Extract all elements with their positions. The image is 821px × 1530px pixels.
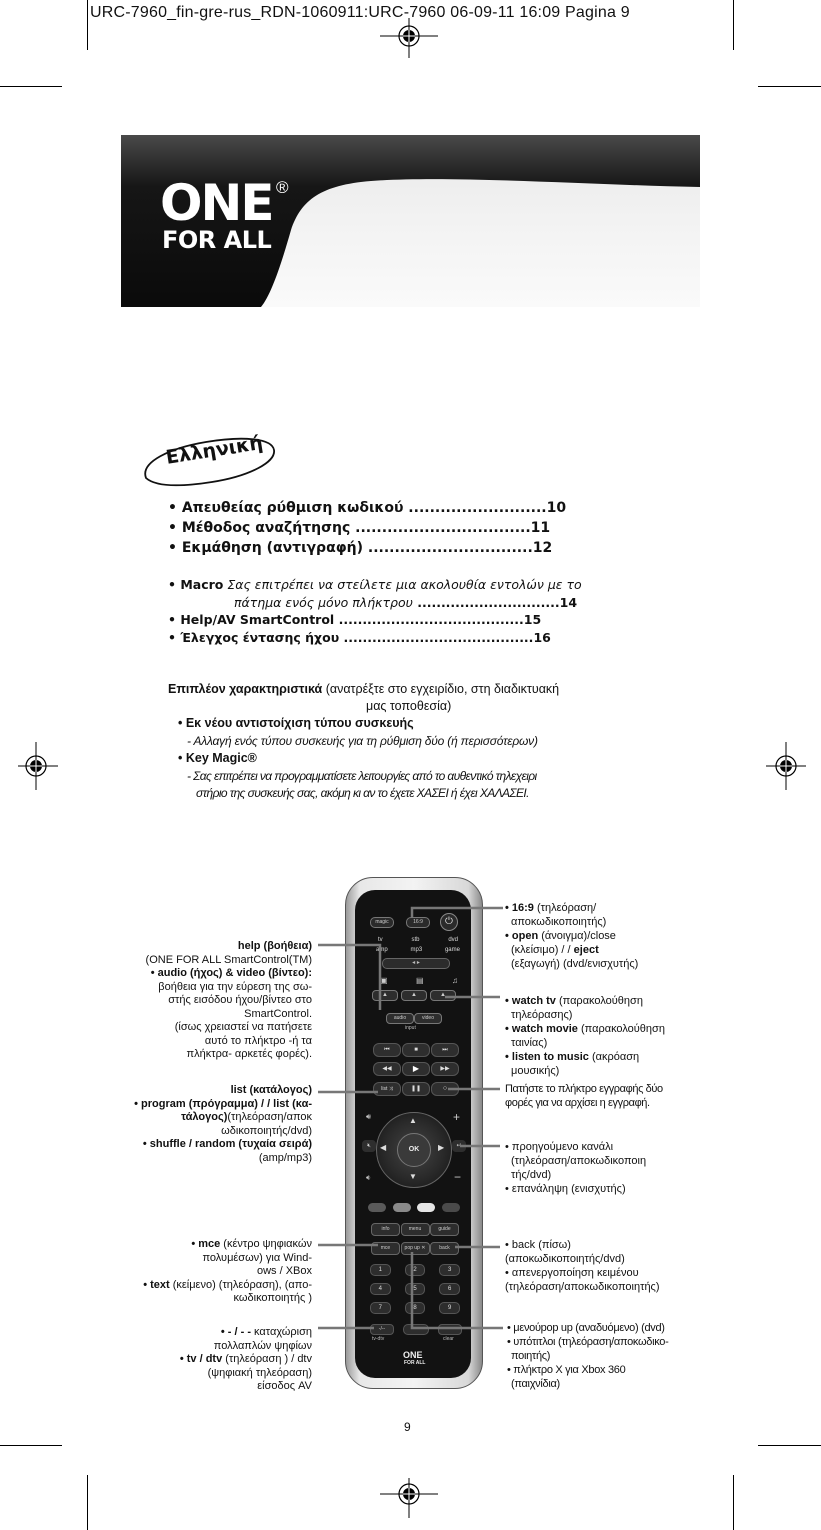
menu-line1: • μενούpop up (αναδυόμενο) (dvd) bbox=[507, 1322, 665, 1334]
dash-bold: • - / - - bbox=[220, 1326, 251, 1338]
music-line2: μουσικής) bbox=[511, 1065, 560, 1077]
watchtv-line1 bbox=[505, 994, 665, 1008]
listen-music-button[interactable]: ▲ bbox=[430, 990, 456, 1001]
tvdtv-bold: • tv / dtv bbox=[179, 1353, 223, 1365]
forward-button[interactable]: ▶▶ bbox=[431, 1062, 459, 1076]
music-line1 bbox=[505, 1050, 665, 1064]
back-line1: • back (πίσω) bbox=[505, 1239, 571, 1251]
rewind-button[interactable]: ◀◀ bbox=[373, 1062, 401, 1076]
key-3[interactable]: 3 bbox=[439, 1264, 460, 1276]
toc-label: • Μέθοδος αναζήτησης bbox=[168, 520, 351, 536]
info-label: info bbox=[381, 1226, 390, 1232]
tv-icon: ▤ bbox=[416, 976, 424, 985]
key-6[interactable]: 6 bbox=[439, 1283, 460, 1295]
volume-icon: 🔊︎ bbox=[366, 1112, 372, 1121]
device-stb[interactable]: stb bbox=[411, 937, 420, 943]
video-label: video bbox=[422, 1015, 434, 1021]
leader-help bbox=[318, 945, 380, 1010]
prev-track-button[interactable]: ⏮ bbox=[373, 1043, 401, 1057]
play-button[interactable]: ▶ bbox=[402, 1062, 430, 1076]
popup-label: pop up bbox=[404, 1245, 420, 1251]
device-amp[interactable]: amp bbox=[376, 947, 388, 953]
toc-page: 10 bbox=[546, 500, 567, 516]
mce-bold: • mce bbox=[191, 1238, 221, 1250]
logo-one: ONE bbox=[160, 174, 273, 232]
right-label-back bbox=[505, 1238, 660, 1294]
print-slug: URC-7960_fin-gre-rus_RDN-1060911:URC-7960 06-09-11 16:09 Pagina 9 bbox=[90, 4, 630, 21]
av-line4: (ίσως χρειαστεί να πατήσετε bbox=[174, 1021, 312, 1033]
toc-label: • Έλεγχος έντασης ήχου bbox=[168, 630, 340, 645]
r169-bold: • 16:9 bbox=[505, 902, 534, 914]
menu-line4: • πλήκτρο X για Xbox 360 bbox=[507, 1364, 626, 1376]
text-bold: • text bbox=[143, 1278, 170, 1291]
open-line2-text: (κλείσιμο) / / bbox=[511, 944, 574, 956]
music-rest: (ακρόαση bbox=[588, 1051, 640, 1063]
back-line4: (τηλεόραση/αποκωδικοποιητής) bbox=[505, 1281, 660, 1293]
left-label-dash bbox=[80, 1326, 312, 1394]
watchmovie-line1 bbox=[505, 1022, 665, 1036]
extra-note-cont: μας τοποθεσία) bbox=[366, 699, 452, 713]
right-label-prev bbox=[505, 1140, 646, 1196]
prev-line3: τής/dvd) bbox=[511, 1169, 552, 1181]
dash-label: -/-- bbox=[378, 1326, 386, 1332]
list-label: list bbox=[381, 1086, 388, 1092]
volume-down-icon[interactable]: 🔉︎ bbox=[366, 1173, 372, 1182]
shuffle-sub: (amp/mp3) bbox=[258, 1151, 312, 1164]
record-line2: φορές για να αρχίσει η εγγραφή. bbox=[505, 1097, 650, 1109]
guide-label: guide bbox=[438, 1226, 451, 1232]
key-9[interactable]: 9 bbox=[439, 1302, 460, 1314]
av-line2: στής εισόδου ήχου/βίντεο στο bbox=[168, 994, 312, 1006]
record-line1: Πατήστε το πλήκτρο εγγραφής δύο bbox=[505, 1083, 663, 1095]
dpad-up-icon[interactable]: ▲ bbox=[409, 1116, 417, 1125]
power-icon: ⏻ bbox=[445, 916, 453, 927]
left-label-mce bbox=[80, 1238, 312, 1306]
remote-brand-forall: FOR ALL bbox=[404, 1360, 426, 1366]
open-line1 bbox=[505, 929, 638, 943]
tvdtv-label: tv-dtv bbox=[372, 1336, 385, 1342]
shuffle-title: • shuffle / random (τυχαία σειρά) bbox=[142, 1138, 312, 1150]
extra-item-remap: • Εκ νέου αντιστοίχιση τύπου συσκευής bbox=[178, 716, 414, 730]
leader-popup bbox=[412, 1252, 503, 1328]
prev-line4: • επανάληψη (ενισχυτής) bbox=[505, 1183, 626, 1195]
list-shuffle-button[interactable]: list ⤨ bbox=[373, 1082, 401, 1096]
open-line3: (εξαγωγή) (dvd/ενισχυτής) bbox=[511, 958, 639, 970]
back-line3: • απενεργοποίηση κειμένου bbox=[505, 1267, 639, 1279]
prog-line3: ωδικοποιητής/dvd) bbox=[221, 1124, 312, 1137]
mce-line2: πολυμέσων) για Wind- bbox=[202, 1251, 312, 1264]
toc-dots: ................................. bbox=[350, 520, 531, 536]
toc-macro-desc: Σας επιτρέπει να στείλετε μια ακολουθία εντολών με το bbox=[223, 577, 582, 592]
watchtv-bold: • watch tv bbox=[505, 995, 556, 1007]
music-bold: • listen to music bbox=[505, 1051, 589, 1063]
text-line2: κωδικοποιητής ) bbox=[233, 1292, 312, 1304]
menu-line5: (παιχνίδια) bbox=[511, 1378, 560, 1390]
device-tv[interactable]: tv bbox=[378, 937, 383, 943]
extra-item-keymagic-desc2: στήριο της συσκευής σας, ακόμη κι αν το έχετε ΧΑΣΕΙ ή έχει ΧΑΛΑΣΕΙ. bbox=[196, 786, 529, 800]
toc-macro-label: • Macro bbox=[168, 577, 224, 592]
r169-rest: (τηλεόραση/ bbox=[533, 902, 597, 914]
menu-label: menu bbox=[408, 1226, 422, 1232]
key-8[interactable]: 8 bbox=[405, 1302, 426, 1314]
ratio-label: 16:9 bbox=[413, 919, 423, 925]
menu-line3: ποιητής) bbox=[511, 1350, 551, 1362]
key-7[interactable]: 7 bbox=[370, 1302, 391, 1314]
stop-button[interactable]: ■ bbox=[402, 1043, 430, 1057]
remote-brand-one: ONE bbox=[403, 1350, 423, 1360]
audio-label: audio bbox=[393, 1015, 407, 1021]
music-icon: ♫ bbox=[452, 976, 458, 985]
eject-bold: eject bbox=[573, 944, 599, 956]
mce-line1 bbox=[80, 1238, 312, 1252]
av-line3: SmartControl. bbox=[244, 1007, 312, 1020]
back-line2: (αποκωδικοποιητής/dvd) bbox=[505, 1253, 625, 1265]
next-track-button[interactable]: ⏭ bbox=[431, 1043, 459, 1057]
dpad-down-icon[interactable]: ▼ bbox=[409, 1172, 417, 1181]
clear-label: clear bbox=[443, 1336, 454, 1342]
toc-dots: ............................... bbox=[363, 540, 533, 556]
dash-line1 bbox=[80, 1326, 312, 1340]
pause-button[interactable]: ❚❚ bbox=[402, 1082, 430, 1096]
menu-line2: • υπότιτλοι (τηλεόραση/αποκωδικο- bbox=[507, 1336, 669, 1348]
toc-page: 14 bbox=[559, 595, 578, 610]
open-bold: • open bbox=[505, 930, 539, 942]
right-label-ratio bbox=[505, 901, 638, 971]
text-rest: (κείμενο) (τηλεόραση), (απο- bbox=[169, 1278, 312, 1291]
right-label-popup bbox=[507, 1321, 668, 1391]
key-5[interactable]: 5 bbox=[405, 1283, 426, 1295]
extra-item-keymagic-desc1: - Σας επιτρέπει να προγραμματίσετε λειτουργίες από το αυθεντικό τηλεχειρι bbox=[187, 769, 537, 783]
page-number: 9 bbox=[404, 1420, 411, 1434]
language-title: Ελληνική bbox=[164, 431, 265, 469]
key-4[interactable]: 4 bbox=[370, 1283, 391, 1295]
extra-item-keymagic: • Key Magic® bbox=[178, 751, 257, 765]
av-line1: βοήθεια για την εύρεση της σω- bbox=[158, 980, 312, 993]
watchtv-rest: (παρακολούθηση bbox=[555, 995, 643, 1007]
text-line1 bbox=[80, 1279, 312, 1293]
extra-note: (ανατρέξτε στο εγχειρίδιο, στη διαδικτυακή bbox=[322, 682, 560, 696]
logo-registered-mark: ® bbox=[276, 178, 289, 197]
popup-button[interactable]: pop up ✕ bbox=[401, 1242, 430, 1255]
open-rest: (άνοιγμα)/close bbox=[538, 930, 616, 942]
mce-rest: (κέντρο ψηφιακών bbox=[220, 1238, 312, 1250]
left-label-help bbox=[80, 940, 312, 1062]
list-title: list (κατάλογος) bbox=[230, 1084, 312, 1096]
watchmovie-line2: ταινίας) bbox=[511, 1037, 548, 1049]
av-line5: αυτό το πλήκτρο -ή τα bbox=[204, 1034, 312, 1047]
back-label: back bbox=[439, 1245, 450, 1251]
channel-up-icon[interactable]: + bbox=[453, 1110, 461, 1124]
mce-label: mce bbox=[380, 1245, 391, 1251]
toc-page: 15 bbox=[523, 612, 542, 627]
av-line6: πλήκτρα- αρκετές φορές). bbox=[186, 1048, 312, 1060]
prev-line2: (τηλεόραση/αποκωδικοποιη bbox=[511, 1155, 647, 1167]
dpad-left-icon[interactable]: ◀ bbox=[380, 1143, 387, 1152]
watch-tv-button[interactable]: ▲ bbox=[401, 990, 427, 1001]
toc-label: • Απευθείας ρύθμιση κωδικού bbox=[168, 500, 404, 516]
tvdtv-line2: (ψηφιακή τηλεόραση) bbox=[207, 1366, 312, 1379]
dash-rest: καταχώριση bbox=[250, 1326, 312, 1338]
toc-dots: .............................. bbox=[412, 595, 560, 610]
device-game[interactable]: game bbox=[444, 947, 460, 953]
input-label: input bbox=[405, 1025, 416, 1031]
movie-icon: ▣ bbox=[380, 976, 388, 985]
ok-label: OK bbox=[408, 1146, 420, 1153]
toc-dots: .......................... bbox=[403, 500, 547, 516]
device-mp3[interactable]: mp3 bbox=[410, 947, 423, 953]
right-label-record bbox=[505, 1082, 663, 1110]
prog-line2-bold: τάλογος) bbox=[181, 1111, 228, 1123]
toc-label: • Εκμάθηση (αντιγραφή) bbox=[168, 540, 364, 556]
prog-line2-rest: (τηλεόραση/αποκ bbox=[227, 1111, 312, 1123]
logo-for-all: FOR ALL bbox=[162, 226, 272, 254]
right-label-watch bbox=[505, 994, 665, 1078]
tvdtv-rest: (τηλεόραση ) / dtv bbox=[222, 1353, 312, 1365]
channel-down-icon[interactable]: − bbox=[454, 1170, 462, 1184]
device-scroll-bar[interactable]: ◂ ▸ bbox=[382, 958, 450, 969]
toc-page: 12 bbox=[532, 540, 553, 556]
prev-line1: • προηγούμενο κανάλι bbox=[505, 1141, 614, 1153]
toc-page: 11 bbox=[530, 520, 551, 536]
toc-macro-desc2: πάτημα ενός μόνο πλήκτρου bbox=[234, 595, 413, 610]
av-title: • audio (ήχος) & video (βίντεο): bbox=[150, 967, 312, 979]
toc-dots: ........................................ bbox=[339, 630, 534, 645]
magic-label: magic bbox=[375, 919, 389, 925]
record-button[interactable]: ○ bbox=[431, 1082, 459, 1096]
watchtv-line2: τηλεόρασης) bbox=[511, 1009, 573, 1021]
key-2[interactable]: 2 bbox=[405, 1264, 426, 1276]
watchmovie-rest: (παρακολούθηση bbox=[577, 1023, 665, 1035]
mce-line3: ows / XBox bbox=[256, 1265, 312, 1277]
prev-channel-button[interactable]: ↵ bbox=[452, 1140, 466, 1152]
open-line2 bbox=[505, 943, 638, 957]
toc-label: • Help/AV SmartControl bbox=[168, 612, 335, 627]
tvdtv-line3: είσοδος AV bbox=[257, 1380, 312, 1392]
toc-dots: ....................................... bbox=[334, 612, 524, 627]
r169-line1 bbox=[505, 901, 638, 915]
key-1[interactable]: 1 bbox=[370, 1264, 391, 1276]
prog-line1: • program (πρόγραμμα) / / list (κα- bbox=[134, 1097, 312, 1110]
help-sub: (ONE FOR ALL SmartControl(TM) bbox=[145, 953, 312, 966]
toc-page: 16 bbox=[533, 630, 551, 645]
tvdtv-line1 bbox=[80, 1353, 312, 1367]
dpad-right-icon[interactable]: ▶ bbox=[438, 1143, 445, 1152]
extra-title: Επιπλέον χαρακτηριστικά bbox=[168, 682, 323, 696]
extra-item-remap-desc: - Αλλαγή ενός τύπου συσκευής για τη ρύθμιση δύο (ή περισσότερων) bbox=[187, 734, 538, 748]
prog-line2 bbox=[80, 1111, 312, 1125]
device-dvd[interactable]: dvd bbox=[448, 937, 458, 943]
watch-movie-button[interactable]: ▲ bbox=[372, 990, 398, 1001]
leader-ratio bbox=[412, 908, 503, 918]
dash-line2: πολλαπλών ψηφίων bbox=[213, 1339, 312, 1352]
help-title: help (βοήθεια) bbox=[237, 940, 312, 952]
watchmovie-bold: • watch movie bbox=[505, 1023, 578, 1035]
left-label-list bbox=[80, 1084, 312, 1165]
r169-line2: αποκωδικοποιητής) bbox=[511, 916, 607, 928]
mute-button[interactable]: 🔇︎ bbox=[362, 1140, 376, 1152]
